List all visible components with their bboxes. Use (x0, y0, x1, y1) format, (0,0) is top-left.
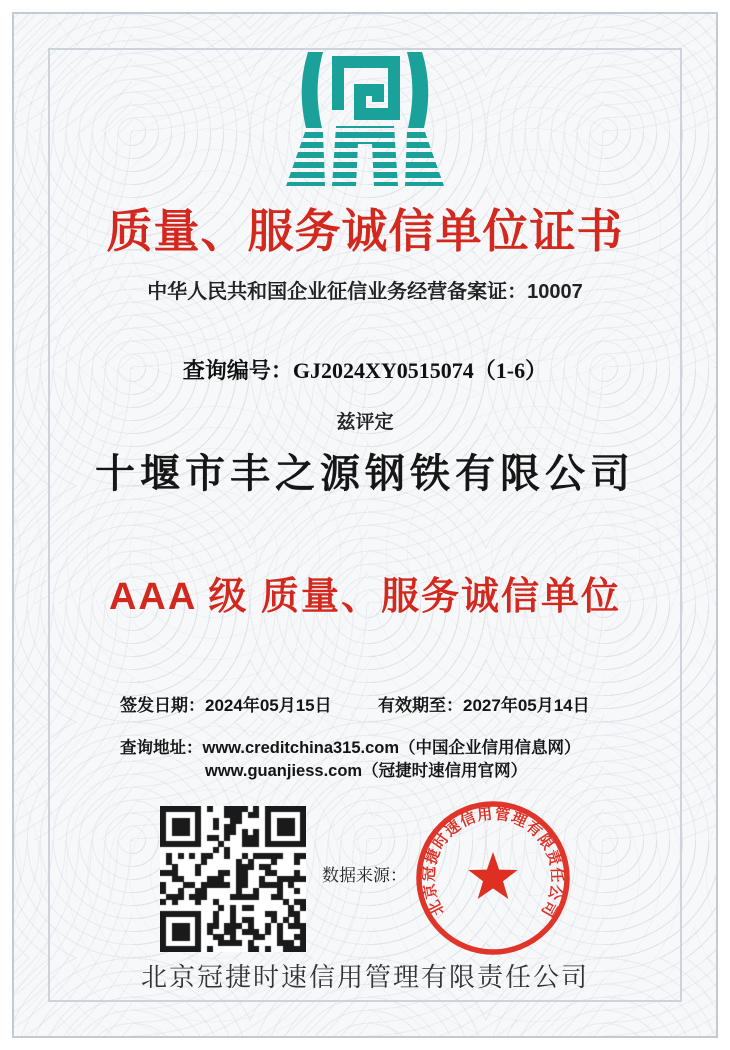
query-address-line1: 查询地址：www.creditchina315.com（中国企业信用信息网） (120, 739, 581, 757)
inner-border-frame (48, 48, 682, 1002)
issue-date: 签发日期：2024年05月15日 (120, 696, 332, 715)
seal-text: 北京冠捷时速信用管理有限责任公司 (420, 805, 566, 921)
query-number: 查询编号：GJ2024XY0515074（1-6） (182, 358, 548, 383)
company-name: 十堰市丰之源钢铁有限公司 (95, 451, 635, 496)
hereby-label: 兹评定 (336, 412, 394, 433)
data-source-label: 数据来源： (322, 866, 407, 885)
issuer-company-name: 北京冠捷时速信用管理有限责任公司 (140, 962, 589, 992)
guanjie-logo-icon (270, 52, 460, 186)
company-seal (412, 797, 574, 959)
qr-code (160, 806, 306, 952)
valid-until-date: 有效期至：2027年05月14日 (378, 696, 590, 715)
rating-title: AAA 级 质量、服务诚信单位 (108, 576, 622, 618)
seal-star-icon (468, 852, 517, 899)
certificate-title: 质量、服务诚信单位证书 (106, 205, 624, 257)
query-address-line2: www.guanjiess.com（冠捷时速信用官网） (205, 762, 528, 780)
certificate-subtitle: 中华人民共和国企业征信业务经营备案证：10007 (147, 281, 583, 303)
